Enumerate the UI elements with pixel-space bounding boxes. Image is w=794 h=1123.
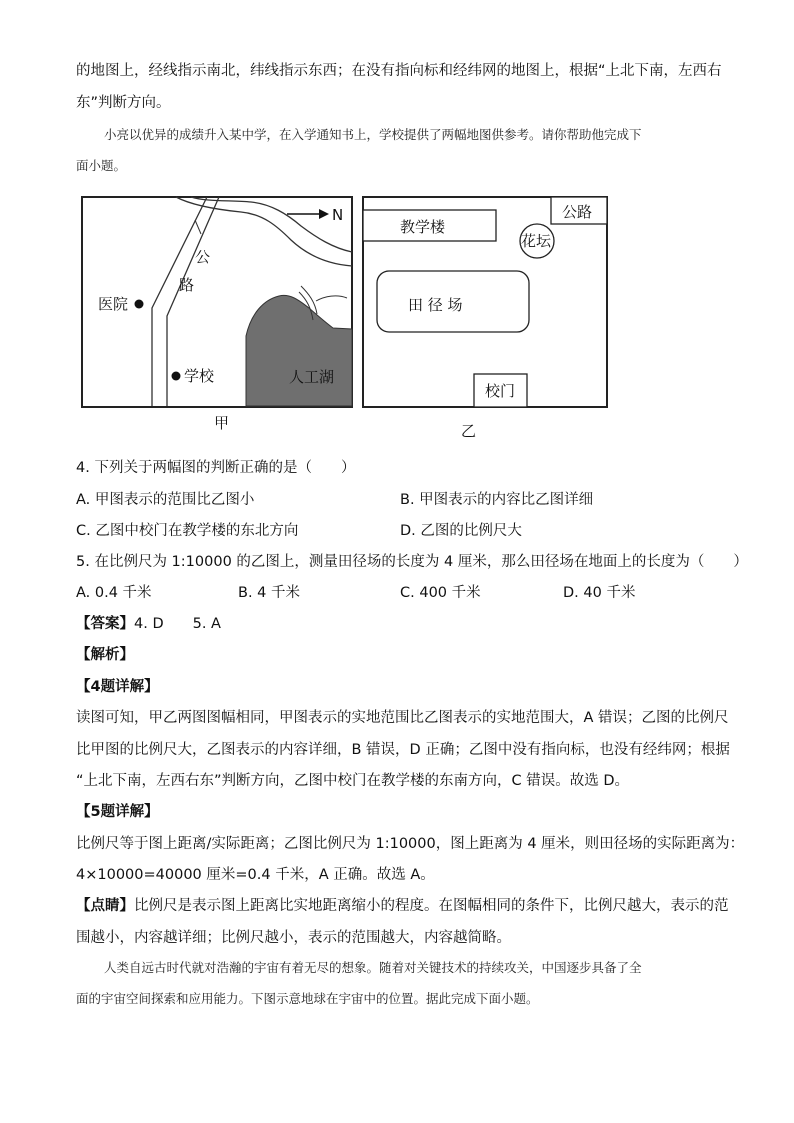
- map-a-caption: 甲: [214, 414, 230, 432]
- map-b: [362, 196, 608, 412]
- option-a: A. 0.4 千米: [76, 585, 152, 601]
- road-label: 公: [195, 248, 211, 266]
- question-stem: 4. 下列关于两幅图的判断正确的是（ ）: [76, 460, 356, 476]
- analysis-label: 【解析】: [76, 647, 134, 663]
- answer-label: 【答案】: [76, 616, 134, 632]
- paragraph-line: 读图可知，甲乙两图图幅相同，甲图表示的实地范围比乙图表示的实地范围大，A 错误；乙图的比例尺: [76, 710, 729, 726]
- intro-line: 面小题。: [76, 158, 127, 173]
- hospital-dot: [135, 300, 144, 309]
- paragraph-line: 比甲图的比例尺大，乙图表示的内容详细，B 错误，D 正确；乙图中没有指向标，也没有经纬网；根据: [76, 742, 730, 758]
- intro-line: 人类自远古时代就对浩瀚的宇宙有着无尽的想象。随着对关键技术的持续攻关，中国逐步具备了全: [104, 960, 642, 975]
- option-c: C. 乙图中校门在教学楼的东北方向: [76, 523, 299, 539]
- school-label: 学校: [184, 367, 215, 385]
- map-b-caption: 乙: [461, 422, 477, 440]
- option-b: B. 4 千米: [238, 585, 301, 601]
- paragraph-line: 东”判断方向。: [76, 95, 171, 111]
- tip-label: 【点睛】: [76, 898, 134, 914]
- tip-line: [76, 896, 729, 916]
- answer-line: [76, 614, 221, 634]
- track-label: 田 径 场: [408, 296, 463, 314]
- option-b: B. 甲图表示的内容比乙图详细: [400, 492, 594, 508]
- section-heading: 【4题详解】: [76, 679, 159, 695]
- road-label: 路: [179, 276, 195, 294]
- paragraph-line: 围越小，内容越详细；比例尺越小，表示的范围越大，内容越简略。: [76, 930, 511, 946]
- tip-text: 比例尺是表示图上距离比实地距离缩小的程度。在图幅相同的条件下，比例尺越大，表示的范: [134, 898, 729, 914]
- option-d: D. 乙图的比例尺大: [400, 523, 522, 539]
- paragraph-line: “上北下南，左西右东”判断方向，乙图中校门在教学楼的东南方向，C 错误。故选 D。: [76, 773, 630, 789]
- intro-line: 小亮以优异的成绩升入某中学，在入学通知书上，学校提供了两幅地图供参考。请你帮助他完成下: [104, 127, 642, 142]
- answer-text: 4. D 5. A: [134, 616, 221, 632]
- teaching-building-label: 教学楼: [400, 218, 446, 236]
- option-c: C. 400 千米: [400, 585, 481, 601]
- road-label: 公路: [562, 203, 593, 221]
- lake-label: 人工湖: [289, 368, 335, 386]
- option-a: A. 甲图表示的范围比乙图小: [76, 492, 255, 508]
- gate-label: 校门: [485, 382, 516, 400]
- north-label: N: [332, 206, 344, 224]
- intro-line: 面的宇宙空间探索和应用能力。下图示意地球在宇宙中的位置。据此完成下面小题。: [76, 991, 539, 1006]
- map-a: [81, 196, 353, 412]
- paragraph-line: 4×10000=40000 厘米=0.4 千米，A 正确。故选 A。: [76, 867, 435, 883]
- paragraph-line: 比例尺等于图上距离/实际距离；乙图比例尺为 1:10000，图上距离为 4 厘米，则田径场的实际距离为：: [76, 836, 745, 852]
- paragraph-line: 的地图上，经线指示南北，纬线指示东西；在没有指向标和经纬网的地图上，根据“上北下南，左西右: [76, 63, 722, 79]
- option-d: D. 40 千米: [563, 585, 636, 601]
- school-dot: [172, 372, 181, 381]
- hospital-label: 医院: [98, 295, 129, 313]
- question-stem: 5. 在比例尺为 1:10000 的乙图上，测量田径场的长度为 4 厘米，那么田径场在地面上的长度为（ ）: [76, 554, 748, 570]
- section-heading: 【5题详解】: [76, 804, 159, 820]
- flower-bed-label: 花坛: [521, 232, 552, 250]
